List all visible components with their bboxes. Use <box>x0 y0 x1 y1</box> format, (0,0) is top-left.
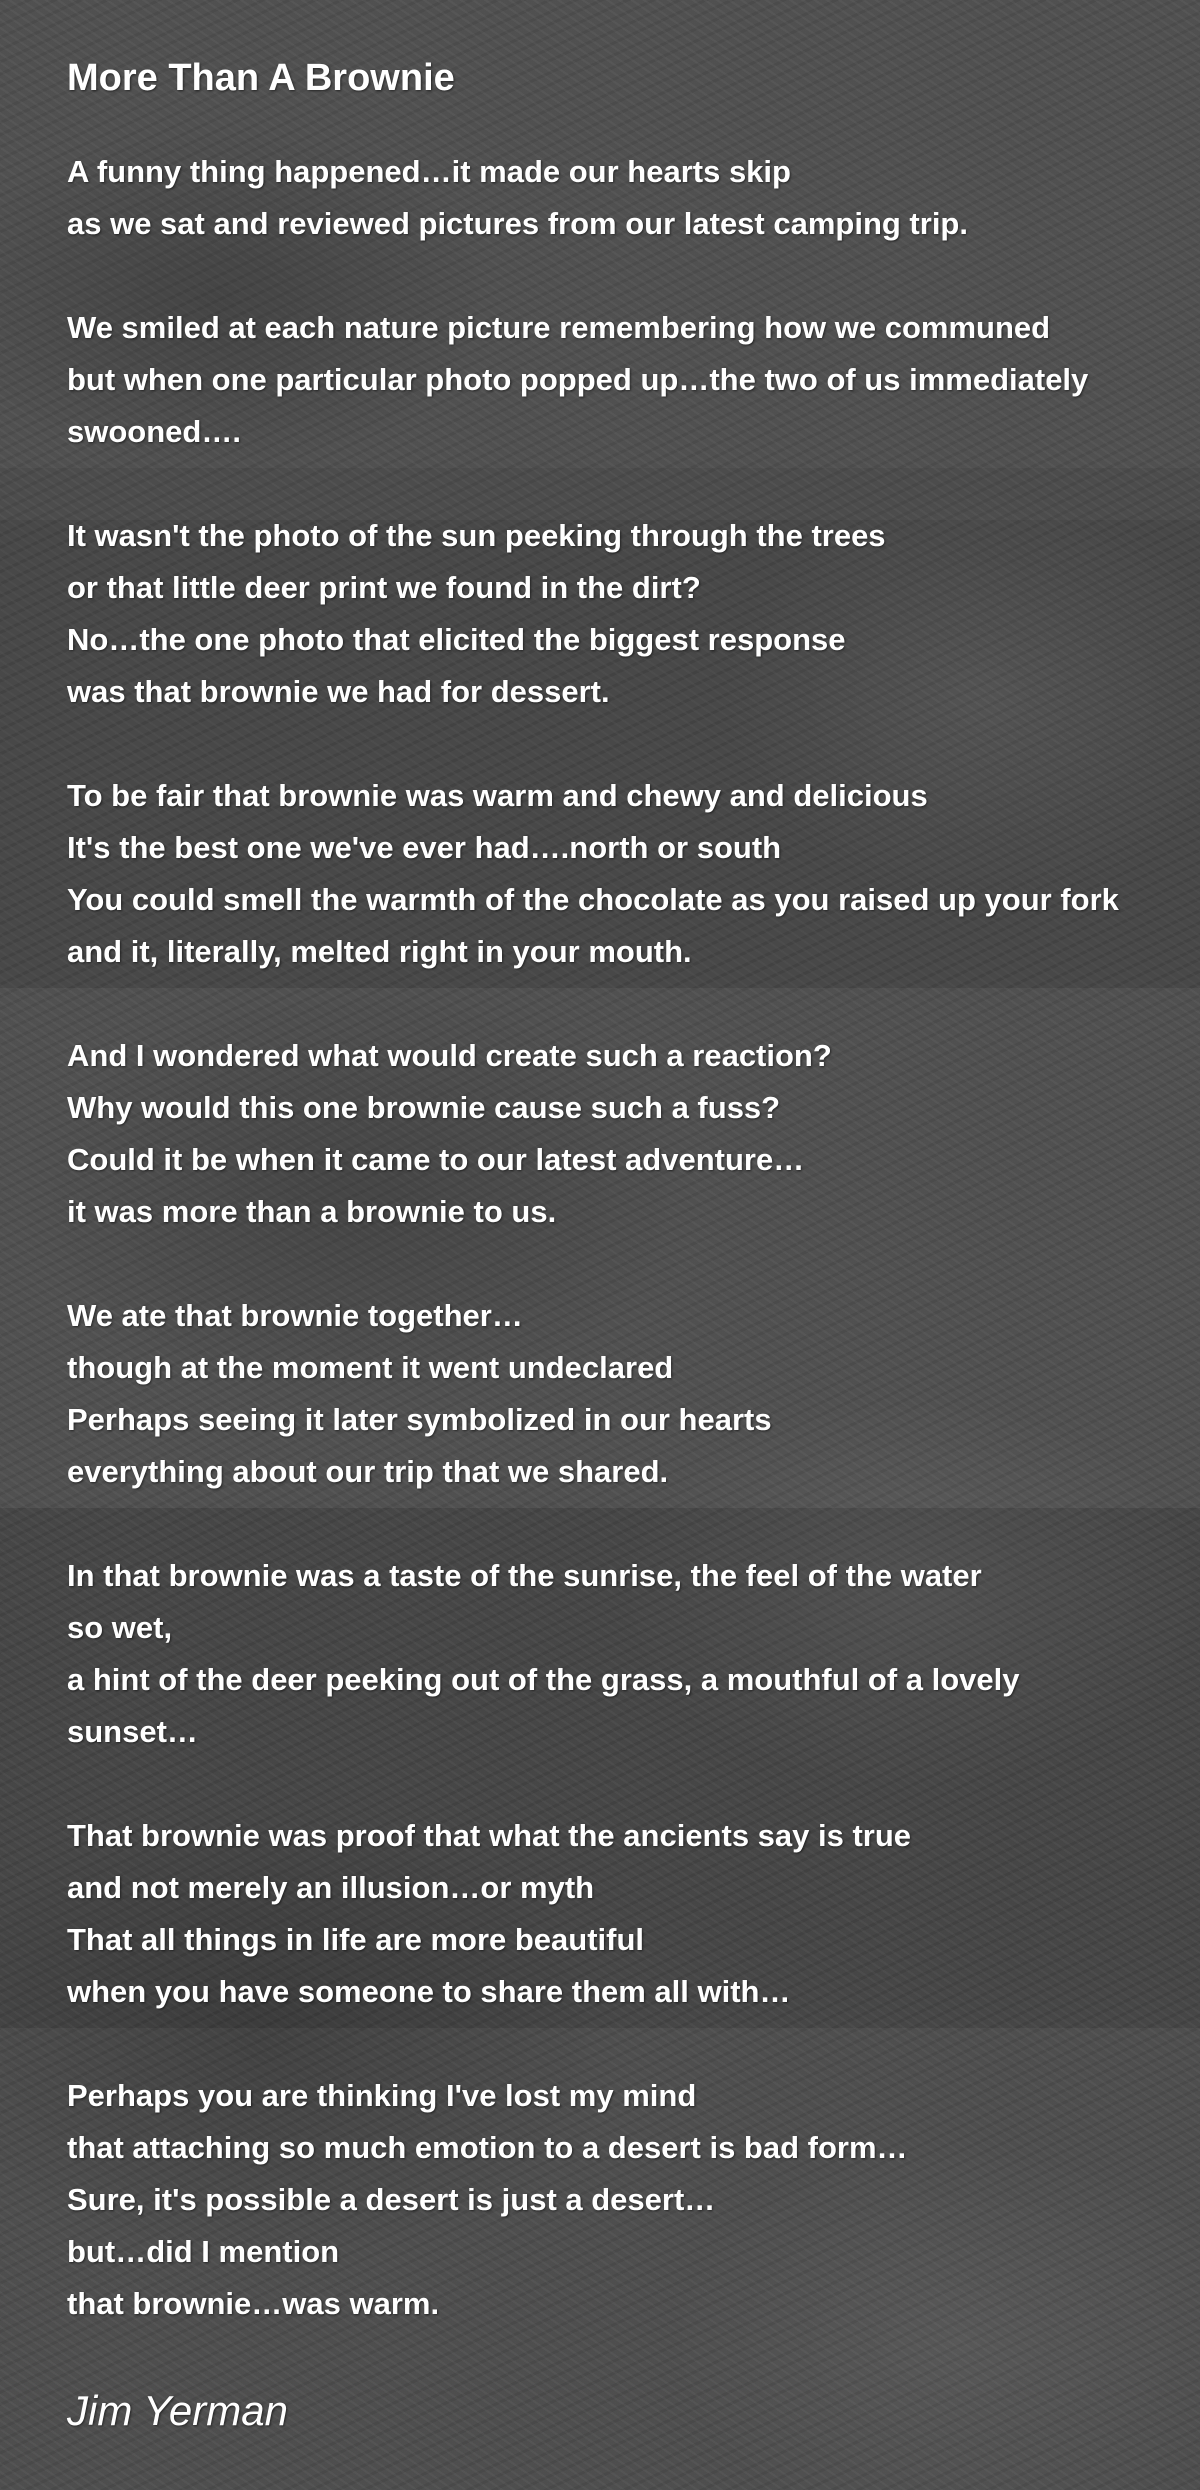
poem-line: that brownie…was warm. <box>67 2286 440 2321</box>
poem-stanza <box>67 1810 1177 2018</box>
poem-line: That all things in life are more beautiful <box>67 1922 645 1957</box>
poem-line: It's the best one we've ever had….north or south <box>67 830 782 865</box>
poem-stanza <box>67 770 1177 978</box>
poem-line: a hint of the deer peeking out of the grass, a mouthful of a lovely <box>67 1662 1020 1697</box>
poem-line: And I wondered what would create such a reaction? <box>67 1038 832 1073</box>
poem-line: everything about our trip that we shared. <box>67 1454 669 1489</box>
poem-stanza <box>67 1550 1177 1758</box>
poem-line: Perhaps seeing it later symbolized in our hearts <box>67 1402 772 1437</box>
poem-stanza <box>67 1290 1177 1498</box>
poem-line: sunset… <box>67 1714 198 1749</box>
poem-line: That brownie was proof that what the ancients say is true <box>67 1818 912 1853</box>
poem-line: as we sat and reviewed pictures from our latest camping trip. <box>67 206 968 241</box>
poem-author: Jim Yerman <box>67 2387 288 2434</box>
poem-line: but…did I mention <box>67 2234 340 2269</box>
poem-stanza <box>67 1030 1177 1238</box>
poem-line: In that brownie was a taste of the sunrise, the feel of the water <box>67 1558 982 1593</box>
poem-line: We smiled at each nature picture remembering how we communed <box>67 310 1051 345</box>
poem-body <box>67 146 1177 2382</box>
poem-line: No…the one photo that elicited the biggest response <box>67 622 846 657</box>
poem-line: A funny thing happened…it made our hearts skip <box>67 154 791 189</box>
poem-line: swooned…. <box>67 414 241 449</box>
poem-line: We ate that brownie together… <box>67 1298 523 1333</box>
poem-line: You could smell the warmth of the chocolate as you raised up your fork <box>67 882 1119 917</box>
poem-line: and not merely an illusion…or myth <box>67 1870 595 1905</box>
poem-line: Perhaps you are thinking I've lost my mind <box>67 2078 697 2113</box>
poem-line: that attaching so much emotion to a desert is bad form… <box>67 2130 908 2165</box>
poem-line: or that little deer print we found in the dirt? <box>67 570 701 605</box>
poem-line: was that brownie we had for dessert. <box>67 674 610 709</box>
poem-line: To be fair that brownie was warm and chewy and delicious <box>67 778 928 813</box>
poem-stanza <box>67 510 1177 718</box>
poem-line: and it, literally, melted right in your mouth. <box>67 934 692 969</box>
poem-line: though at the moment it went undeclared <box>67 1350 674 1385</box>
poem-title: More Than A Brownie <box>67 57 455 99</box>
poem-line: Why would this one brownie cause such a fuss? <box>67 1090 781 1125</box>
poem-line: Could it be when it came to our latest adventure… <box>67 1142 805 1177</box>
poem-line: when you have someone to share them all with… <box>67 1974 791 2009</box>
poem-stanza <box>67 146 1177 250</box>
poem-line: It wasn't the photo of the sun peeking through the trees <box>67 518 886 553</box>
poem-line: it was more than a brownie to us. <box>67 1194 557 1229</box>
poem-line: Sure, it's possible a desert is just a desert… <box>67 2182 716 2217</box>
poem-stanza <box>67 2070 1177 2330</box>
poem-line: so wet, <box>67 1610 173 1645</box>
poem-stanza <box>67 302 1177 458</box>
poem-line: but when one particular photo popped up…the two of us immediately <box>67 362 1089 397</box>
